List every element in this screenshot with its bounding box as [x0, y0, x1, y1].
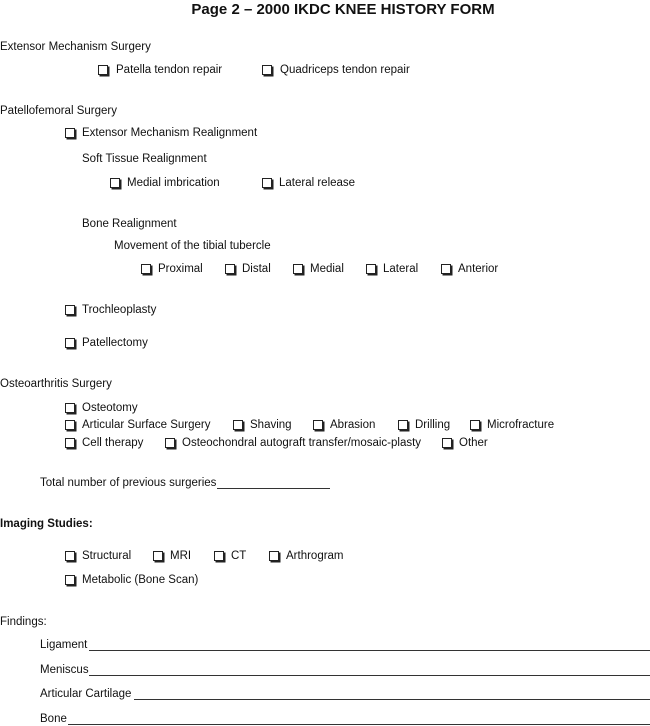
checkbox-medial-imbrication[interactable]: [110, 178, 120, 188]
checkbox-proximal[interactable]: [141, 264, 151, 274]
findings-label-bone: Bone: [40, 713, 67, 725]
option-label: CT: [231, 550, 247, 562]
option-label: Articular Surface Surgery: [82, 419, 211, 431]
findings-label-articular-cartilage: Articular Cartilage: [40, 688, 132, 700]
checkbox-cell-therapy[interactable]: [65, 438, 75, 448]
checkbox-shaving[interactable]: [233, 420, 243, 430]
option-label: Osteochondral autograft transfer/mosaic-plasty: [182, 437, 422, 449]
option-label: MRI: [170, 550, 192, 562]
total-surgeries-label: Total number of previous surgeries: [40, 477, 217, 489]
checkbox-anterior[interactable]: [441, 264, 451, 274]
option-label: Microfracture: [487, 419, 555, 431]
checkbox-metabolic-bone-scan[interactable]: [65, 575, 75, 585]
option-label: Drilling: [415, 419, 451, 431]
checkbox-drilling[interactable]: [398, 420, 408, 430]
findings-label-ligament: Ligament: [40, 639, 88, 651]
option-label: Patella tendon repair: [116, 64, 223, 76]
option-label: Metabolic (Bone Scan): [82, 574, 199, 586]
checkbox-abrasion[interactable]: [313, 420, 323, 430]
section-heading-imaging: Imaging Studies:: [0, 518, 93, 530]
option-label: Quadriceps tendon repair: [280, 64, 410, 76]
option-label: Lateral: [383, 263, 419, 275]
checkbox-arthrogram[interactable]: [269, 551, 279, 561]
ligament-field[interactable]: [89, 650, 650, 651]
checkbox-structural[interactable]: [65, 551, 75, 561]
subheading-bone-realignment: Bone Realignment: [82, 218, 177, 230]
option-label: Patellectomy: [82, 337, 148, 349]
option-label: Abrasion: [330, 419, 376, 431]
option-label: Extensor Mechanism Realignment: [82, 127, 258, 139]
checkbox-extensor-realignment[interactable]: [65, 128, 75, 138]
option-label: Cell therapy: [82, 437, 144, 449]
section-heading-patellofemoral: Patellofemoral Surgery: [0, 105, 117, 117]
articular-cartilage-field[interactable]: [134, 699, 650, 700]
checkbox-microfracture[interactable]: [470, 420, 480, 430]
checkbox-osteochondral-autograft[interactable]: [165, 438, 175, 448]
checkbox-patellectomy[interactable]: [65, 338, 75, 348]
checkbox-osteotomy[interactable]: [65, 403, 75, 413]
option-label: Medial: [310, 263, 344, 275]
subheading-tibial-tubercle: Movement of the tibial tubercle: [114, 240, 271, 252]
total-surgeries-field[interactable]: [217, 488, 330, 489]
checkbox-lateral-release[interactable]: [262, 178, 272, 188]
option-label: Structural: [82, 550, 132, 562]
checkbox-patella-tendon-repair[interactable]: [98, 65, 108, 75]
checkbox-trochleoplasty[interactable]: [65, 305, 75, 315]
checkbox-lateral[interactable]: [366, 264, 376, 274]
section-heading-findings: Findings:: [0, 616, 47, 628]
checkbox-distal[interactable]: [225, 264, 235, 274]
bone-field[interactable]: [68, 724, 650, 725]
option-label: Proximal: [158, 263, 203, 275]
section-heading-extensor: Extensor Mechanism Surgery: [0, 41, 151, 53]
subheading-soft-tissue: Soft Tissue Realignment: [82, 153, 207, 165]
checkbox-ct[interactable]: [214, 551, 224, 561]
meniscus-field[interactable]: [89, 675, 650, 676]
option-label: Shaving: [250, 419, 292, 431]
section-heading-osteoarthritis: Osteoarthritis Surgery: [0, 378, 112, 390]
checkbox-articular-surface-surgery[interactable]: [65, 420, 75, 430]
option-label: Other: [459, 437, 488, 449]
checkbox-other[interactable]: [442, 438, 452, 448]
checkbox-mri[interactable]: [153, 551, 163, 561]
option-label: Distal: [242, 263, 271, 275]
option-label: Medial imbrication: [127, 177, 220, 189]
findings-label-meniscus: Meniscus: [40, 664, 89, 676]
checkbox-quadriceps-tendon-repair[interactable]: [262, 65, 272, 75]
option-label: Lateral release: [279, 177, 356, 189]
option-label: Osteotomy: [82, 402, 138, 414]
page-title: Page 2 – 2000 IKDC KNEE HISTORY FORM: [191, 1, 495, 18]
checkbox-medial[interactable]: [293, 264, 303, 274]
option-label: Arthrogram: [286, 550, 344, 562]
option-label: Anterior: [458, 263, 499, 275]
option-label: Trochleoplasty: [82, 304, 157, 316]
